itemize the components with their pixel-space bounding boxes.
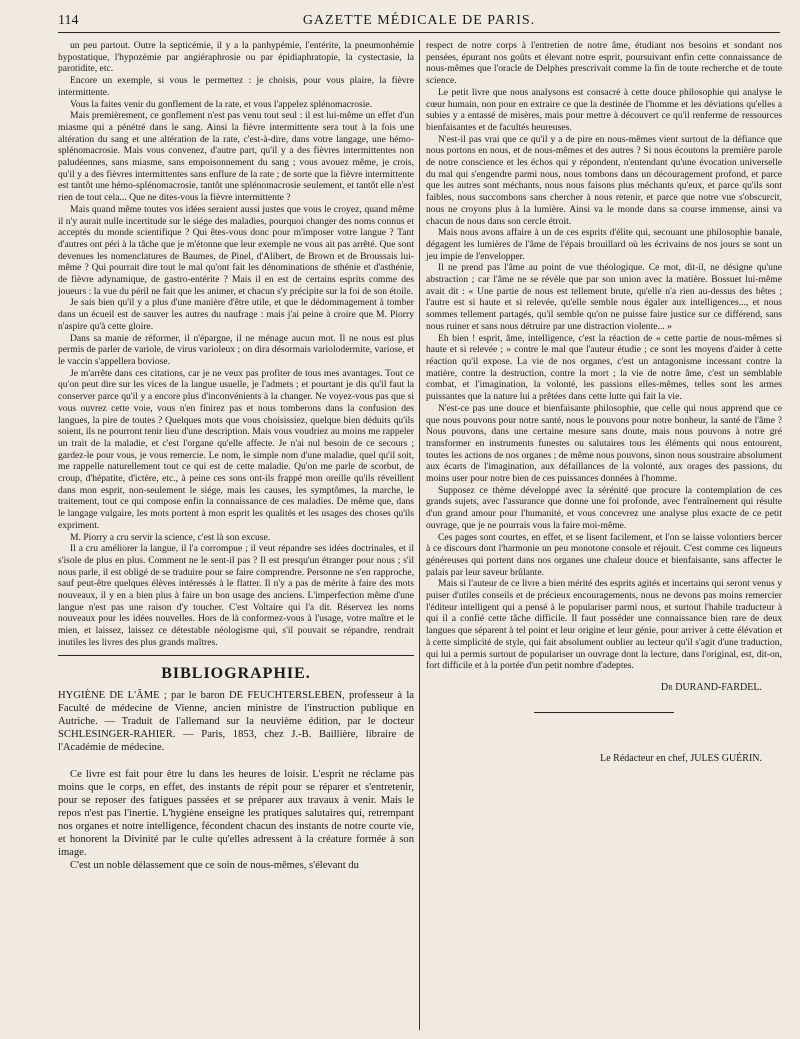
right-paragraph: Le petit livre que nous analysons est consacré à cette douce philosophie qui analyse le cœur humain, non pour en extraire ce que la destinée de l'homme et les déviations qu'elles a subies y a entassé de misères, mais pour mettre à découvert ce qu'il renferme de ressources bienfaisantes et de facultés heureuses.	[426, 86, 782, 133]
left-paragraph: Mais quand même toutes vos idées seraient aussi justes que vous le croyez, quand même il n'y aurait nulle incertitude sur le siége des maladies, pourquoi changer des noms connus et acceptés du monde scientifique ? Qui êtes-vous donc pour m'imposer votre langue ? Tant d'autres ont péri à la tâche que je m'étonne que leur exemple ne vous ait pas arrêté. Que sont devenues les nomenclatures de Baumes, de Pinel, d'Alibert, de Brown et de Broussais lui-même ? Qui pourrait dire tout le mal qu'ont fait les dénominations de sthénie et d'asthénie, de fièvre adynamique, de gastro-entérite ? Mais il en est de certains esprits comme des joueurs : la vue du péril ne fait que les animer, et chacun s'y précipite sur la foi de son étoile.	[58, 203, 414, 297]
review-body	[58, 768, 414, 872]
left-paragraph: Dans sa manie de réformer, il n'épargne, il ne ménage aucun mot. Il ne nous est plus permis de parler de variole, de virus varioleux ; on dira désormais variolodermite, variose, et le vaccin s'appellera boviose.	[58, 332, 414, 367]
review-paragraph: Ce livre est fait pour être lu dans les heures de loisir. L'esprit ne réclame pas moins que le corps, en effet, des instants de répit pour se réparer et s'entretenir, pour se reposer des fatigues passées et se préparer aux travaux à venir. Mais le repos n'est pas l'inertie. L'hygiène enseigne les pratiques salutaires qui, retrempant nos organes et notre intelligence, fécondent chacun des instants de notre courte vie, et honorent la Divinité par le culte qu'elles adressent à la créature formée à son image.	[58, 769, 414, 859]
journal-title: GAZETTE MÉDICALE DE PARIS.	[302, 13, 536, 28]
book-entry: HYGIÈNE DE L'ÂME ; par le baron DE FEUCHTERSLEBEN, professeur à la Faculté de médecine de Vienne, ancien ministre de l'instruction publique en Autriche. — Traduit de l'allemand sur la neuvième édition, par le docteur SCHLESINGER-RAHIER. — Paris, 1853, chez J.-B. Baillière, libraire de l'Académie de médecine.	[58, 690, 414, 754]
left-paragraph: M. Piorry a cru servir la science, c'est là son excuse.	[70, 531, 271, 543]
right-column	[426, 40, 782, 764]
left-paragraph: Mais premièrement, ce gonflement n'est pas venu tout seul : il est lui-même un effet d'un miasme qui a pénétré dans le sang. Ainsi la fièvre intermittente sera tout à la fois une altération du sang et une altération de la rate, c'est-à-dire, dans votre langage, une hémo-splénomacrosie. Mais vous convenez, d'autre part, qu'il y a des fièvres intermittentes non paludéennes, sans miasme, sans empoisonnement du sang ; vous avouez même, je crois, qu'il y a des fièvres intermittentes sans enflure de la rate ; de sorte que la fièvre intermittente est tantôt une hémo-splénomacrosie, tantôt une splénomacrosie seulement, et tantôt elle n'est rien de tout cela... Que ne dites-vous la fièvre intermittente ?	[58, 110, 414, 204]
right-paragraph: Mais nous avons affaire à un de ces esprits d'élite qui, secouant une philosophie banale, dégagent les lumières de l'âme de l'épais brouillard où les écrivains de nos jours se sont un jeu impie de l'envelopper.	[426, 227, 782, 262]
page-header	[58, 10, 780, 33]
editor-line: Le Rédacteur en chef, JULES GUÉRIN.	[600, 752, 762, 764]
column-divider	[419, 40, 420, 1030]
right-paragraph: respect de notre corps à l'entretien de notre âme, étudiant nos besoins et sondant nos pensées, épurant nos goûts et élevant notre esprit, poursuivant enfin cette connaissance de nous-mêmes que l'oracle de Delphes prescrivait comme la fin de toute recherche et de toute science.	[426, 40, 782, 87]
bibliography-heading: BIBLIOGRAPHIE.	[161, 664, 311, 682]
right-paragraph: Ces pages sont courtes, en effet, et se lisent facilement, et l'on se laisse volontiers bercer à ce discours dont l'harmonie un peu monotone console et réjouit. C'est comme ces liqueurs généreuses qui portent dans nos organes une chaleur douce et bienfaisante, sans affecter le palais par leur saveur brûlante.	[426, 531, 782, 578]
author-signature: Dr DURAND-FARDEL.	[660, 681, 762, 693]
closing-rule	[534, 712, 674, 713]
page-number: 114	[58, 13, 79, 28]
left-column	[58, 40, 414, 872]
left-paragraph: un peu partout. Outre la septicémie, il y a la panhypémie, l'entérite, la pneumonhémie hypostatique, l'hypozémie par angiéraphrosie ou par épidiaphratopie, la cystectasie, la parotidite, etc.	[58, 40, 414, 75]
section-rule	[58, 649, 414, 656]
left-paragraph: Encore un exemple, si vous le permettez : je choisis, pour vous plaire, la fièvre intermittente.	[58, 75, 414, 98]
right-paragraph: Mais si l'auteur de ce livre a bien mérité des esprits agités et incertains qui seront venus y puiser d'utiles conseils et de précieux encouragements, nous ne devons pas moins remercier l'éditeur intelligent qui a pensé à le populariser parmi nous, et surtout l'habile traducteur à qui il a confié cette tâche difficile. Il faut posséder une connaissance bien rare de deux langues que séparent à tel point et leur origine et leur génie, pour arriver à cette élévation et à cette simplicité de style, qui fait absolument oublier au lecteur qu'il s'agit d'une traduction, qui lui a permis surtout de populariser un ouvrage dont la lecture, dans l'original, est, dit-on, fort difficile et à la portée d'un petit nombre d'adeptes.	[426, 578, 782, 672]
right-paragraph: N'est-il pas vrai que ce qu'il y a de pire en nous-mêmes vient surtout de la défiance que nous portons en nous, et de nous-mêmes et des autres ? Si nous écoutons la première parole de notre conscience et les échos qui y répondent, n'entendant qu'une évocation universelle du mal qui s'engendre parmi nous, nous tombons dans un découragement profond, et parce que les autres sont méchants, nous nous faisons plus méchants qu'eux, et parce qu'ils sont faibles, nous succombons sans chercher à nous retenir, et parce que notre vue s'obscurcit, nous ne croyons plus à la lumière. Ainsi va le monde dans sa course immense, ainsi va chacun de nous dans son cercle étroit.	[426, 133, 782, 227]
left-paragraph: Je m'arrête dans ces citations, car je ne veux pas profiter de tous mes avantages. Tout ce qu'on peut dire sur les vices de la langue usuelle, je l'admets ; et pourtant je dis qu'il faut la conserver parce qu'il y a encore plus d'inconvénients à la changer. Ne voyez-vous pas que si vous ouvrez cette voie, vous n'en finirez pas et nous tomberons dans la confusion des langues, la pire de toutes ? Quelques mots que vous choisissiez, quelque bien déduits qu'ils soient, ils ne pourront tenir lieu d'une description. Mais vous voudriez au moins me rappeler un trait de la maladie, et c'est l'organe qu'elle affecte. Je n'ai nul besoin de ce secours ; gardez-le pour vous, je vous remercie. Le nom, le simple nom d'une maladie, quel qu'il soit, me rappelle naturellement tout ce qui est de cette maladie. Qu'on me parle de scorbut, de croup, d'hépatite, d'ictère, etc., à peine ces sons ont-ils frappé mon oreille qu'ils réveillent dans mon esprit, non-seulement le siége, mais les causes, les symptômes, la marche, le traitement, tout ce qui compose enfin la connaissance de ces maladies. De même que, dans le langage vulgaire, les mots portent à mon esprit les qualités et les usages des choses qu'ils expriment.	[58, 367, 414, 531]
right-paragraph: N'est-ce pas une douce et bienfaisante philosophie, que celle qui nous apprend que ce que nous pouvons pour notre santé, nous le pouvons pour notre bonheur, la santé de l'âme ? Nous pouvons, dans une certaine mesure sans doute, mais nous pouvons à notre gré transformer en instruments funestes ou salutaires tous les éléments qui nous entourent, toutes les actions de nos organes ; de même nous pouvons, sinon nous soustraire absolument aux écarts de l'imagination, aux défaillances de la volonté, aux orages des passions, du moins user pour notre bien de ces puissances données à l'homme.	[426, 402, 782, 485]
right-paragraph: Il ne prend pas l'âme au point de vue théologique. Ce mot, dit-il, ne désigne qu'une abstraction ; car l'âme ne se révèle que par son union avec la matière. Bossuet lui-même avait dit : « Une partie de nous est tellement brute, qu'elle n'a rien au-dessus des bêtes ; l'autre est si haute et si relevée, qu'elle semble nous égaler aux intelligences..., et nous sommes tellement partagés, qu'il semble qu'on ne puisse faire justice sur ce différend, sans nous ruiner et sans nous détruire par une distraction violente... »	[426, 262, 782, 332]
right-paragraph: Supposez ce thème développé avec la sérénité que procure la contemplation de ces grands sujets, avec l'assurance que donne une foi profonde, avec l'entraînement qui résulte d'un grand amour pour l'humanité, et vous concevrez une analyse plus exacte de ce petit ouvrage, que je ne pourrais vous la faire moi-même.	[426, 484, 782, 531]
right-paragraph: Eh bien ! esprit, âme, intelligence, c'est la réaction de « cette partie de nous-mêmes si haute et si relevée ; » contre le mal que l'auteur étudie ; ce sont les moyens d'aider à cette réaction qu'il expose. La vie de nos organes, c'est un antagonisme incessant contre la matière, contre la destruction, contre la mort ; la vie de notre âme, c'est un semblable combat, et l'imagination, la volonté, les passions elles-mêmes, telles sont les armes puissantes que la nature lui a prêtées dans cette lutte qui fait la vie.	[426, 332, 782, 403]
left-paragraph: Je sais bien qu'il y a plus d'une manière d'être utile, et que le dédommagement à tomber dans un écueil est de sauver les autres du naufrage : mais j'ai peine à croire que M. Piorry n'aspire qu'à cette gloire.	[58, 297, 414, 332]
left-paragraph: Il a cru améliorer la langue, il l'a corrompue ; il veut répandre ses idées doctrinales, et il s'isole de plus en plus. Comment ne le sent-il pas ? Il est presqu'un étranger pour nous ; s'il nous parle, il est obligé de se traduire pour se faire comprendre. Personne ne s'en rapproche, sauf peut-être quelques élèves intéressés à le flatter. Il n'y a pas de mérite à faire des mots nouveaux, il y en a bien plus à faire un bon usage des anciens. L'imperfection même d'une langue n'est pas une raison d'y toucher. C'est Voltaire qui l'a dit. Réservez les noms nouveaux pour les idées nouvelles. Hors de là conformez-vous à l'usage, votre maître et le mien, et laissez, laissez ce détestable néologisme qui, s'il pouvait se répandre, rendrait inutiles les livres des plus grands maîtres.	[58, 543, 414, 648]
left-paragraph: Vous la faites venir du gonflement de la rate, et vous l'appelez splénomacrosie.	[70, 98, 373, 110]
review-paragraph: C'est un noble délassement que ce soin de nous-mêmes, s'élevant du	[70, 860, 359, 872]
